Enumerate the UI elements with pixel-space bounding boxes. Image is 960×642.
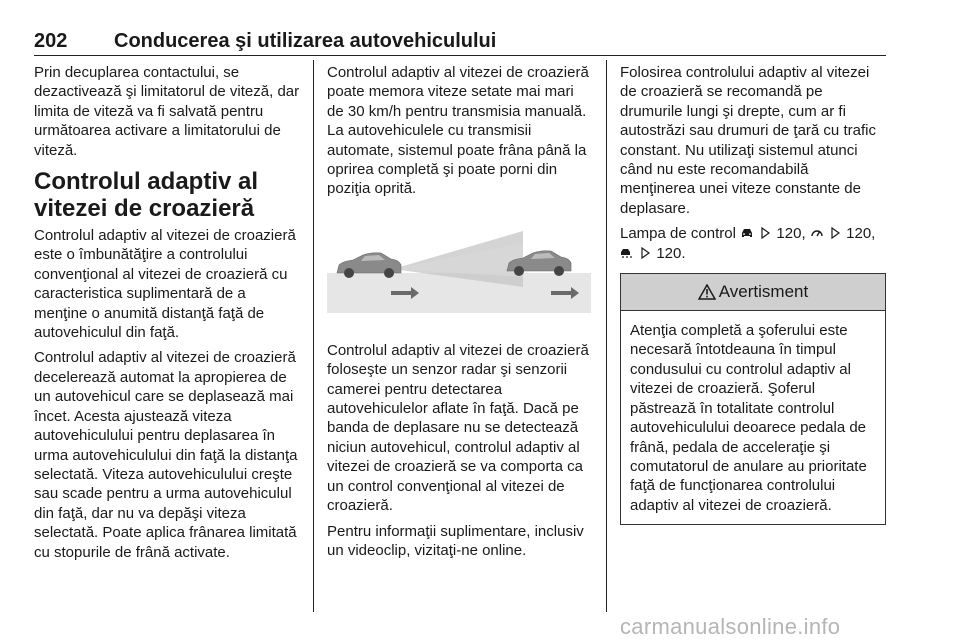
page-header bbox=[34, 30, 886, 52]
page-reference-arrow-icon bbox=[638, 247, 652, 259]
page-title: Conducerea şi utilizarea autovehiculului bbox=[114, 30, 497, 52]
lamp-label: Lampa de control bbox=[620, 225, 736, 243]
car-front-lamp-icon bbox=[740, 227, 754, 239]
watermark: carmanualsonline.info bbox=[620, 614, 841, 639]
page-reference: 120. bbox=[656, 244, 686, 262]
warning-box bbox=[620, 273, 886, 525]
control-lamp-reference bbox=[620, 224, 886, 263]
column-left bbox=[34, 63, 302, 568]
paragraph: Pentru informaţii suplimentare, inclusiv un videoclip, vizitaţi-ne online. bbox=[327, 522, 584, 559]
header-divider bbox=[34, 55, 886, 56]
paragraph: Controlul adaptiv al vitezei de croazieră poate memora viteze setate mai mari de 30 km/h pentru transmisia manuală. La autovehiculele cu transmisii automate, sistemul poate frâna până la oprirea completă şi poate porni din poziţia oprită. bbox=[327, 64, 589, 198]
page-reference-arrow-icon bbox=[758, 227, 772, 239]
section-heading: Controlul adaptiv al vitezei de croazieră bbox=[34, 168, 259, 223]
paragraph: Folosirea controlului adaptiv al vitezei de croazieră se recomandă pe drumurile lungi şi drepte, cum ar fi autostrăzi sau drumuri de ţară cu trafic constant. Nu utilizaţi sistemul atunci când nu este recomandabilă menţinerea unei viteze constante de deplasare. bbox=[620, 64, 876, 217]
paragraph: Controlul adaptiv al vitezei de croazieră decelerează automat la apropierea de un autovehicul care se deplasează mai încet. Acesta ajustează viteza autovehiculului pentru deplasarea în urma autovehiculului din faţă la distanţa selectată. Viteza autovehiculului creşte sau scade pentru a urma autovehiculul din faţă, dar nu va depăşi viteza selectată. Poate aplica frânarea limitată cu stopurile de frână activate. bbox=[34, 349, 298, 561]
warning-header bbox=[621, 274, 885, 311]
warning-triangle-icon bbox=[698, 284, 716, 300]
paragraph: Controlul adaptiv al vitezei de croazieră este o îmbunătăţire a controlului convenţional al vitezei de croazieră cu caracteristica suplimentară de a menţine o anumită distanţă faţă de autovehiculul din faţă. bbox=[34, 227, 296, 342]
page-number: 202 bbox=[34, 30, 68, 52]
page-reference: 120, bbox=[846, 225, 876, 243]
column-right bbox=[620, 63, 886, 525]
column-middle bbox=[327, 63, 591, 566]
warning-text: Atenţia completă a şoferului este necesară întotdeauna în timpul condusului cu controlul adaptiv al vitezei de croazieră. Şoferul păstrează în totalitate controlul autovehiculului deoarece pedala de frână, pedala de acceleraţie şi comutatorul de anulare au prioritate faţă de funcţionarea controlului adaptiv al vitezei de croazieră. bbox=[630, 322, 867, 514]
radar-illustration bbox=[327, 221, 591, 313]
adaptive-cruise-icon bbox=[620, 247, 634, 259]
intro-paragraph: Prin decuplarea contactului, se dezactivează şi limitatorul de viteză, dar limita de viteză va fi salvată pentru următoarea activare a limitatorului de viteză. bbox=[34, 64, 300, 159]
column-divider bbox=[313, 60, 314, 612]
paragraph: Controlul adaptiv al vitezei de croazieră foloseşte un senzor radar şi senzorii camerei pentru detectarea autovehiculelor aflate în faţă. Dacă pe banda de deplasare nu se detectează niciun autovehicul, controlul adaptiv al vitezei de croazieră se va comporta ca un control convenţional al vitezei de croazieră. bbox=[327, 341, 589, 515]
page-reference: 120, bbox=[776, 225, 806, 243]
column-divider bbox=[606, 60, 607, 612]
cruise-control-icon bbox=[810, 227, 824, 239]
warning-title: Avertisment bbox=[718, 282, 809, 302]
page-reference-arrow-icon bbox=[828, 227, 842, 239]
